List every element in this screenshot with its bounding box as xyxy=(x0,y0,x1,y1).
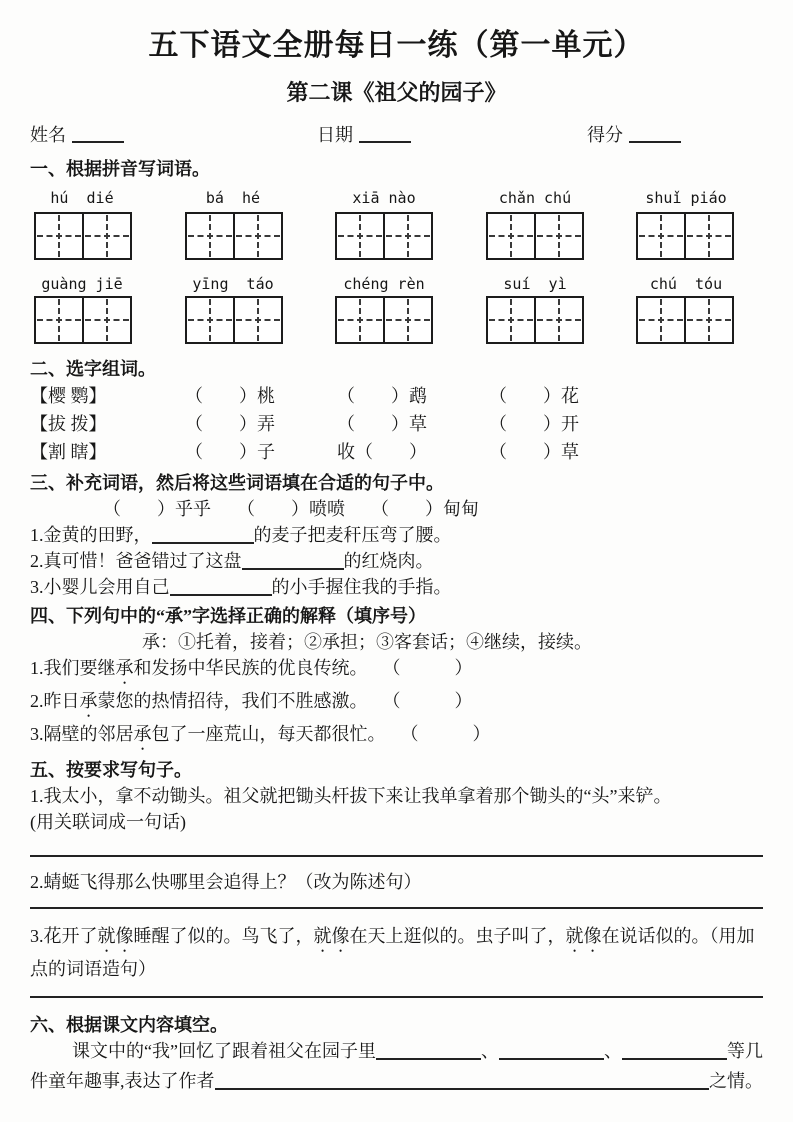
sentence-text: 3.隔壁的邻居 xyxy=(30,724,134,744)
answer-parens[interactable]: （ ） xyxy=(391,658,473,678)
fill-sentence xyxy=(30,574,763,600)
writing-grid-row-1 xyxy=(34,212,734,260)
word-blank-item[interactable]: （ ）弄 xyxy=(185,414,275,434)
date-blank[interactable] xyxy=(359,123,411,143)
writing-cell[interactable] xyxy=(187,214,233,258)
writing-cell[interactable] xyxy=(337,214,383,258)
writing-cell[interactable] xyxy=(488,214,534,258)
answer-blank[interactable] xyxy=(170,576,272,596)
writing-cell[interactable] xyxy=(383,214,431,258)
writing-grid-row-2 xyxy=(34,296,734,344)
section-1-heading: 一、根据拼音写词语。 xyxy=(30,159,210,179)
rewrite-question-3 xyxy=(30,923,763,982)
pinyin-row-2 xyxy=(34,274,734,294)
writing-grid-box xyxy=(636,296,734,344)
pinyin-label: chǎn chú xyxy=(498,189,572,207)
sentence-text: 的小手握住我的手指。 xyxy=(271,577,452,597)
sentence-text: 的麦子把麦秆压弯了腰。 xyxy=(253,525,452,545)
writing-cell[interactable] xyxy=(187,298,233,342)
score-label: 得分 xyxy=(587,125,623,145)
pinyin-label: xiā nào xyxy=(352,189,416,207)
sentence-text: 和发扬中华民族的优良传统。 xyxy=(133,658,368,678)
sentence-text: 件童年趣事,表达了作者 xyxy=(30,1071,215,1091)
section-4-heading: 四、下列句中的“承”字选择正确的解释（填序号） xyxy=(30,606,426,626)
sentence-text: 等几 xyxy=(726,1041,763,1061)
emphasized-word: 就像 xyxy=(565,926,602,946)
word-blank-item[interactable]: （ ）开 xyxy=(489,414,579,434)
answer-blank[interactable] xyxy=(242,550,344,570)
writing-cell[interactable] xyxy=(82,214,130,258)
writing-grid-box xyxy=(34,212,132,260)
list-separator: 、 xyxy=(603,1041,622,1061)
pinyin-label: chéng rèn xyxy=(343,275,425,293)
pinyin-label: chú tóu xyxy=(649,275,723,293)
writing-cell[interactable] xyxy=(36,214,82,258)
page-title: 五下语文全册每日一练（第一单元） xyxy=(148,29,645,62)
writing-cell[interactable] xyxy=(534,298,582,342)
pinyin-label: bá hé xyxy=(205,189,261,207)
section-3 xyxy=(30,470,763,600)
char-choices: 【割 瞎】 xyxy=(30,442,107,462)
writing-cell[interactable] xyxy=(684,298,732,342)
word-blank-item[interactable]: （ ）草 xyxy=(489,442,579,462)
pinyin-label: suí yì xyxy=(503,275,567,293)
sentence-text: 睡醒了似的。鸟飞了， xyxy=(133,926,314,946)
answer-parens[interactable]: （ ） xyxy=(409,724,491,744)
rewrite-question-2: 2.蜻蜓飞得那么快哪里会追得上？（改为陈述句） xyxy=(30,872,422,892)
list-separator: 、 xyxy=(480,1041,499,1061)
date-label: 日期 xyxy=(317,125,353,145)
choice-sentence xyxy=(30,721,763,754)
emphasized-word: 就像 xyxy=(97,926,134,946)
fill-sentence xyxy=(30,548,763,574)
sentence-text: 3.花开了 xyxy=(30,926,98,946)
writing-cell[interactable] xyxy=(638,298,684,342)
rewrite-question-1 xyxy=(30,783,763,835)
header-fields xyxy=(30,122,763,148)
section-2 xyxy=(30,356,763,466)
sentence-text: 课文中的“我”回忆了跟着祖父在园子里 xyxy=(72,1041,376,1061)
writing-cell[interactable] xyxy=(337,298,383,342)
word-blank-item[interactable]: （ ）草 xyxy=(337,414,427,434)
recall-line-1 xyxy=(30,1038,763,1064)
writing-grid-box xyxy=(34,296,132,344)
pinyin-row-1 xyxy=(34,188,734,208)
answer-blank[interactable] xyxy=(376,1040,481,1060)
writing-grid-box xyxy=(335,296,433,344)
sentence-text: 的红烧肉。 xyxy=(343,551,434,571)
writing-cell[interactable] xyxy=(233,298,281,342)
word-blank-item[interactable]: 收（ ） xyxy=(337,442,427,462)
answer-blank[interactable] xyxy=(215,1070,710,1090)
section-3-heading: 三、补充词语，然后将这些词语填在合适的句子中。 xyxy=(30,473,444,493)
sentence-text: 3.小婴儿会用自己 xyxy=(30,577,170,597)
writing-cell[interactable] xyxy=(534,214,582,258)
writing-cell[interactable] xyxy=(684,214,732,258)
writing-grid-box xyxy=(185,212,283,260)
answer-blank[interactable] xyxy=(622,1040,727,1060)
writing-cell[interactable] xyxy=(82,298,130,342)
emphasized-char: 承 xyxy=(115,658,134,678)
section-1 xyxy=(30,156,763,344)
sentence-text: 2.真可惜！爸爸错过了这盘 xyxy=(30,551,242,571)
word-blank-item[interactable]: （ ）甸甸 xyxy=(371,499,479,519)
instruction-note: (用关联词成一句话) xyxy=(30,812,186,832)
word-blank-item[interactable]: （ ）喷喷 xyxy=(237,499,345,519)
choice-sentence xyxy=(30,688,763,721)
answer-line[interactable] xyxy=(30,907,763,909)
char-choices: 【拔 拨】 xyxy=(30,414,107,434)
answer-parens[interactable]: （ ） xyxy=(391,691,473,711)
emphasized-char: 承 xyxy=(79,691,98,711)
writing-cell[interactable] xyxy=(383,298,431,342)
score-field xyxy=(587,122,681,148)
word-blank-item[interactable]: （ ）鹉 xyxy=(337,386,427,406)
section-5-heading: 五、按要求写句子。 xyxy=(30,760,192,780)
choice-sentence xyxy=(30,655,763,688)
writing-grid-box xyxy=(636,212,734,260)
sentence-text: 蒙您的热情招待，我们不胜感激。 xyxy=(97,691,368,711)
word-blank-item[interactable]: （ ）子 xyxy=(185,442,275,462)
pinyin-label: shuǐ piáo xyxy=(645,189,727,207)
word-blank-item[interactable]: （ ）乎乎 xyxy=(103,499,211,519)
name-label: 姓名 xyxy=(30,125,66,145)
choose-word-row xyxy=(30,411,763,438)
sentence-text: 在说话似的。（用加点的词语造句） xyxy=(30,926,755,979)
emphasized-word: 就像 xyxy=(313,926,350,946)
sentence-text: 1.我太小，拿不动锄头。祖父就把锄头杆拔下来让我单拿着那个锄头的“头”来铲。 xyxy=(30,786,672,806)
choose-word-row xyxy=(30,383,763,410)
section-5 xyxy=(30,757,763,998)
writing-cell[interactable] xyxy=(488,298,534,342)
writing-grid-box xyxy=(486,212,584,260)
sentence-text: 1.我们要继 xyxy=(30,658,116,678)
name-blank[interactable] xyxy=(72,123,124,143)
date-field xyxy=(317,122,411,148)
fill-sentence xyxy=(30,522,763,548)
sentence-text: 2.昨日 xyxy=(30,691,80,711)
definitions-line: 承：①托着，接着；②承担；③客套话；④继续，接续。 xyxy=(142,632,592,652)
emphasized-char: 承 xyxy=(133,724,152,744)
word-blank-item[interactable]: （ ）花 xyxy=(489,386,579,406)
char-choices: 【樱 鹦】 xyxy=(30,386,107,406)
sentence-text: 1.金黄的田野， xyxy=(30,525,152,545)
pinyin-label: yīng táo xyxy=(192,275,274,293)
recall-line-2 xyxy=(30,1068,763,1094)
writing-grid-box xyxy=(185,296,283,344)
word-blank-item[interactable]: （ ）桃 xyxy=(185,386,275,406)
writing-cell[interactable] xyxy=(233,214,281,258)
name-field xyxy=(30,122,124,148)
section-2-heading: 二、选字组词。 xyxy=(30,359,156,379)
choose-word-row xyxy=(30,439,763,466)
writing-grid-box xyxy=(486,296,584,344)
score-blank[interactable] xyxy=(629,123,681,143)
section-6-heading: 六、根据课文内容填空。 xyxy=(30,1015,228,1035)
sentence-text: 在天上逛似的。虫子叫了， xyxy=(349,926,566,946)
sentence-text: 之情。 xyxy=(709,1071,763,1091)
writing-cell[interactable] xyxy=(638,214,684,258)
pinyin-label: guàng jiē xyxy=(41,275,123,293)
word-completion-row xyxy=(30,496,763,522)
answer-line[interactable] xyxy=(30,996,763,998)
sentence-text: 包了一座荒山，每天都很忙。 xyxy=(151,724,386,744)
pinyin-label: hú dié xyxy=(50,189,114,207)
writing-grid-box xyxy=(335,212,433,260)
answer-line[interactable] xyxy=(30,855,763,857)
section-4 xyxy=(30,603,763,754)
writing-cell[interactable] xyxy=(36,298,82,342)
lesson-subtitle: 第二课《祖父的园子》 xyxy=(286,80,507,105)
answer-blank[interactable] xyxy=(499,1040,604,1060)
answer-blank[interactable] xyxy=(152,524,254,544)
section-6 xyxy=(30,1012,763,1094)
